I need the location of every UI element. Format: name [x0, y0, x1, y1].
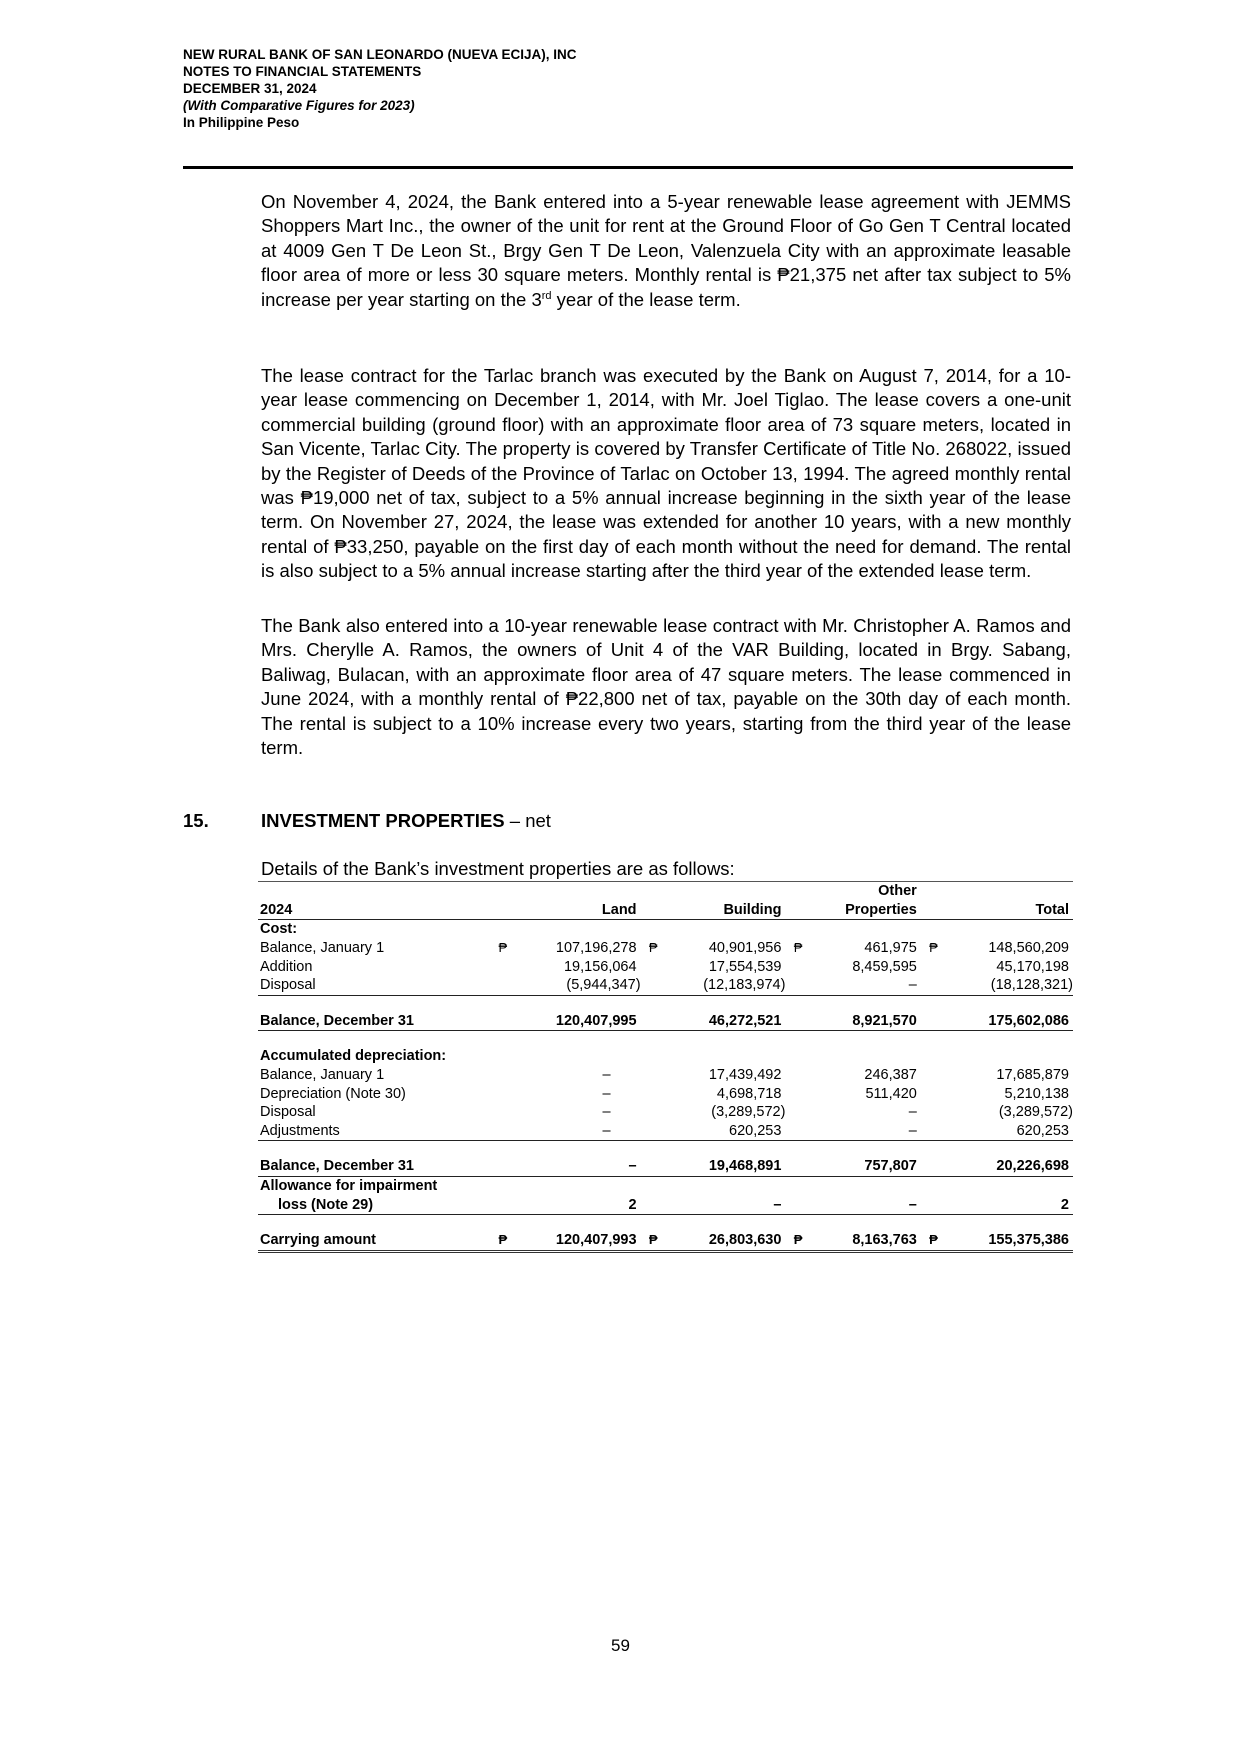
cell-total: (18,128,321) [946, 976, 1073, 995]
section-label-row [258, 1047, 1073, 1066]
row-label: Balance, January 1 [260, 1067, 385, 1084]
cell-building: 46,272,521 [666, 1012, 786, 1031]
comparative-note: (With Comparative Figures for 2023) [183, 98, 415, 113]
paragraph-baliwag-lease: The Bank also entered into a 10-year renewable lease contract with Mr. Christopher A. Ramos and Mrs. Cherylle A. Ramos, the owners of Unit 4 of the VAR Building, located in Brgy. Sabang, Baliwag, Bulacan, with an approximate floor area of 47 square meters. The lease commenced in June 2024, with a monthly rental of ₱22,800 net of tax, payable on the 30th day of each month. The rental is subject to a 10% increase every two years, starting from the third year of the lease term. [261, 615, 1071, 759]
cell-other: – [811, 976, 921, 995]
cell-total: 5,210,138 [1004, 1085, 1069, 1102]
row-label: Disposal [260, 1104, 316, 1121]
cell-building: 17,439,492 [708, 1067, 782, 1084]
document-title: NOTES TO FINANCIAL STATEMENTS [183, 64, 422, 79]
row-label: Balance, December 31 [258, 1157, 490, 1176]
peso-sign: ₱ [498, 940, 508, 956]
col-header-year: 2024 [258, 901, 490, 920]
cell-total: (3,289,572) [998, 1104, 1073, 1121]
cell-land: 120,407,995 [515, 1012, 640, 1031]
section-title [261, 810, 551, 832]
cell-building: (3,289,572) [711, 1104, 786, 1121]
table-row [258, 1122, 1073, 1141]
cell-total: 17,685,879 [996, 1067, 1069, 1084]
table-row [258, 957, 1073, 976]
impairment-row-label [258, 1176, 1073, 1195]
investment-properties-table [258, 882, 1073, 1253]
row-label: Carrying amount [258, 1231, 490, 1251]
cell-building: 17,554,539 [708, 958, 782, 975]
cell-building: – [666, 1195, 786, 1214]
header-divider [183, 166, 1073, 169]
cell-other: 461,975 [864, 940, 917, 957]
cell-other: 8,459,595 [852, 958, 917, 975]
peso-sign: ₱ [490, 1231, 515, 1251]
carrying-amount-row [258, 1231, 1073, 1251]
cell-land: – [602, 1104, 611, 1121]
cell-land: – [515, 1157, 640, 1176]
page-number: 59 [611, 1636, 630, 1655]
cell-building: 40,901,956 [708, 940, 782, 957]
cell-other: 8,163,763 [811, 1231, 921, 1251]
cell-building: 26,803,630 [666, 1231, 786, 1251]
document-header [183, 46, 577, 131]
paragraph-text: On November 4, 2024, the Bank entered into a 5-year renewable lease agreement with JEMMS Shoppers Mart Inc., the owner of the unit for rent at the Ground Floor of Go Gen T Central located at 4009 Gen T De Leon St., Brgy Gen T De Leon, Valenzuela City with an approximate leasable floor area of more or less 30 square meters. Monthly rental is ₱21,375 net after tax subject to 5% increase per year starting on the 3 [261, 191, 1071, 310]
peso-sign: ₱ [793, 940, 803, 956]
col-header-total: Total [946, 901, 1073, 920]
cell-land: 19,156,064 [563, 958, 637, 975]
section-label-row [258, 920, 1073, 939]
cell-other: 757,807 [811, 1157, 921, 1176]
cell-other: – [811, 1122, 921, 1141]
cell-total: 2 [946, 1195, 1073, 1214]
impairment-row [258, 1195, 1073, 1214]
cell-other: – [811, 1195, 921, 1214]
cell-building: 620,253 [666, 1122, 786, 1141]
table-row [258, 1084, 1073, 1103]
section-title-suffix: – net [504, 810, 551, 831]
col-header-building: Building [666, 901, 786, 920]
cell-total: 20,226,698 [946, 1157, 1073, 1176]
cell-other: – [908, 1104, 917, 1121]
col-header-other: Other [878, 883, 917, 900]
cell-building: 19,468,891 [666, 1157, 786, 1176]
paragraph-jemms-lease [261, 190, 1071, 312]
cell-land: – [602, 1067, 611, 1084]
header-row [258, 901, 1073, 920]
cell-land: 2 [515, 1195, 640, 1214]
cell-total: 45,170,198 [996, 958, 1069, 975]
accumulated-depreciation-label: Accumulated depreciation: [260, 1048, 447, 1065]
peso-sign: ₱ [785, 1231, 810, 1251]
section-number: 15. [183, 810, 209, 831]
row-label: Adjustments [258, 1122, 490, 1141]
cell-total: 620,253 [946, 1122, 1073, 1141]
col-header-land: Land [515, 901, 640, 920]
row-label: Disposal [258, 976, 490, 995]
table-row [258, 1066, 1073, 1085]
ordinal-superscript: rd [541, 289, 552, 302]
statement-date: DECEMBER 31, 2024 [183, 81, 317, 96]
paragraph-tarlac-lease: The lease contract for the Tarlac branch was executed by the Bank on August 7, 2014, for a 10-year lease commencing on December 1, 2014, with Mr. Joel Tiglao. The lease covers a one-unit commercial building (ground floor) with an approximate floor area of 73 square meters, located in San Vicente, Tarlac City. The property is covered by Transfer Certificate of Title No. 268022, issued by the Register of Deeds of the Province of Tarlac on October 13, 1994. The agreed monthly rental was ₱19,000 net of tax, subject to a 5% annual increase beginning in the sixth year of the lease term. On November 27, 2024, the lease was extended for another 10 years, with a new monthly rental of ₱33,250, payable on the first day of each month without the need for demand. The rental is also subject to a 5% annual increase starting after the third year of the extended lease term. [261, 365, 1071, 582]
row-label: Allowance for impairment [260, 1178, 438, 1195]
cell-building: 4,698,718 [716, 1085, 782, 1102]
row-label: Balance, January 1 [260, 940, 385, 957]
row-label: Depreciation (Note 30) [260, 1085, 406, 1102]
table-row [258, 1103, 1073, 1122]
table-row [258, 939, 1073, 958]
header-row-top [258, 882, 1073, 901]
table-intro: Details of the Bank’s investment properties are as follows: [261, 858, 735, 879]
peso-sign: ₱ [641, 1231, 666, 1251]
company-name: NEW RURAL BANK OF SAN LEONARDO (NUEVA ECIJA), INC [183, 47, 577, 62]
table-row [258, 976, 1073, 995]
cell-total: 155,375,386 [946, 1231, 1073, 1251]
cell-other: 511,420 [865, 1085, 917, 1102]
cost-label: Cost: [260, 921, 298, 938]
cell-other: 8,921,570 [811, 1012, 921, 1031]
cell-other: 246,387 [864, 1067, 917, 1084]
cell-land: 107,196,278 [555, 940, 637, 957]
peso-sign: ₱ [929, 940, 938, 956]
paragraph-text: year of the lease term. [551, 288, 741, 310]
row-label: loss (Note 29) [258, 1195, 490, 1214]
section-title-bold: INVESTMENT PROPERTIES [261, 810, 505, 831]
cell-land: – [515, 1122, 640, 1141]
row-label: Addition [260, 958, 313, 975]
peso-sign: ₱ [648, 940, 658, 956]
total-row [258, 1012, 1073, 1031]
cell-total: 148,560,209 [988, 940, 1069, 957]
col-header-properties: Properties [811, 901, 921, 920]
cell-land: (5,944,347) [515, 976, 640, 995]
cell-land: – [602, 1085, 611, 1102]
peso-sign: ₱ [921, 1231, 946, 1251]
total-row [258, 1157, 1073, 1176]
cell-land: 120,407,993 [515, 1231, 640, 1251]
row-label: Balance, December 31 [258, 1012, 490, 1031]
currency-note: In Philippine Peso [183, 115, 300, 130]
cell-building: (12,183,974) [666, 976, 786, 995]
cell-total: 175,602,086 [946, 1012, 1073, 1031]
